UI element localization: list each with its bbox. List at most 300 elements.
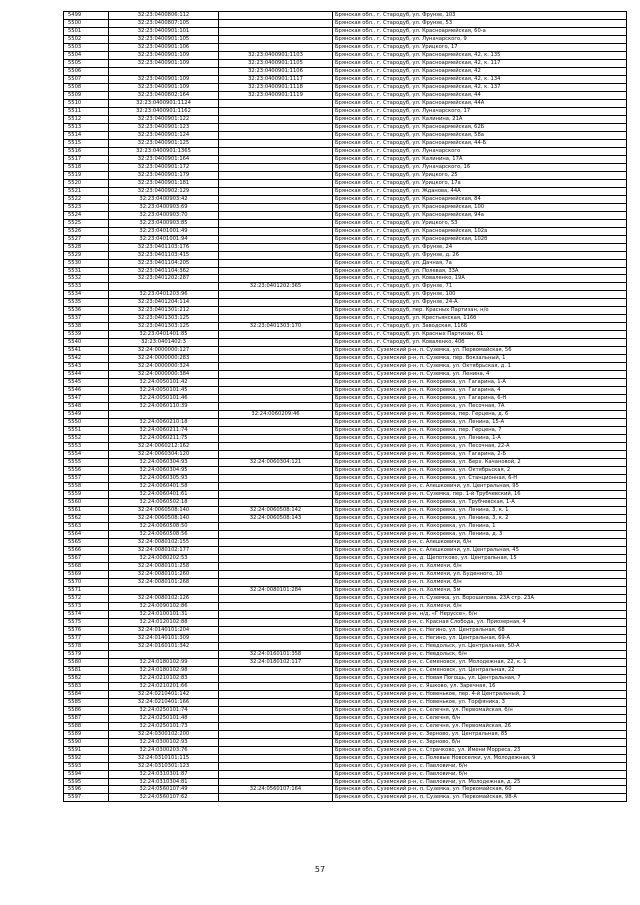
parent-cadastral-number-cell: 32:24:0180102:117 — [219, 658, 333, 666]
parent-cadastral-number-cell: 32:23:0401303:170 — [219, 323, 333, 331]
parent-cadastral-number-cell — [219, 762, 333, 770]
parent-cadastral-number-cell — [219, 195, 333, 203]
address-cell: Брянская обл., г. Стародуб, ул. Красноармейская, 42, к. 117 — [333, 59, 627, 67]
cadastral-number-cell: 32:24:0310101:115 — [109, 754, 219, 762]
address-cell: Брянская обл., Суземский р-н, п. Кокоревка, ул. Песочная, 22-А — [333, 443, 627, 451]
address-cell: Брянская обл., г. Стародуб, ул. Луначарского — [333, 147, 627, 155]
table-row — [64, 347, 627, 355]
parent-cadastral-number-cell — [219, 187, 333, 195]
row-number-cell: 5565 — [64, 538, 109, 546]
cadastral-number-cell: 32:24:0050101:46 — [109, 395, 219, 403]
address-cell: Брянская обл., Суземский р-н, п. Кокоревка, ул. Ленина, 3, к. 2 — [333, 515, 627, 523]
parent-cadastral-number-cell — [219, 347, 333, 355]
cadastral-number-cell: 32:24:0060401:58 — [109, 483, 219, 491]
table-row — [64, 682, 627, 690]
address-cell: Брянская обл., Суземский р-н, с. Зерново, ул. Центральная, 85 — [333, 730, 627, 738]
cadastral-number-cell: 32:23:0400901:109 — [109, 83, 219, 91]
parent-cadastral-number-cell — [219, 570, 333, 578]
cadastral-number-cell: 32:24:0080202:53 — [109, 554, 219, 562]
table-row — [64, 411, 627, 419]
table-row — [64, 83, 627, 91]
parent-cadastral-number-cell — [219, 147, 333, 155]
address-cell: Брянская обл., г. Стародуб, ул. Красноармейская, 42 — [333, 67, 627, 75]
table-row — [64, 147, 627, 155]
table-row — [64, 515, 627, 523]
address-cell: Брянская обл., Суземский р-н, п. Суземка, пер. 1-й Трубчевский, 16 — [333, 491, 627, 499]
cadastral-number-cell: 32:24:0210401:142 — [109, 690, 219, 698]
address-cell: Брянская обл., г. Стародуб, ул. Фрунзе, 100 — [333, 291, 627, 299]
address-cell: Брянская обл., г. Стародуб, ул. Коваленко, 40б — [333, 339, 627, 347]
parent-cadastral-number-cell — [219, 19, 333, 27]
cadastral-number-cell: 32:24:0080101:258 — [109, 562, 219, 570]
parent-cadastral-number-cell — [219, 546, 333, 554]
row-number-cell: 5570 — [64, 578, 109, 586]
address-cell: Брянская обл., г. Стародуб, ул. Красноармейская, 44-Б — [333, 139, 627, 147]
row-number-cell: 5566 — [64, 546, 109, 554]
cadastral-number-cell: 32:24:0060401:61 — [109, 491, 219, 499]
address-cell: Брянская обл., Суземский р-н, п. Холмечи, 5м — [333, 586, 627, 594]
row-number-cell: 5502 — [64, 35, 109, 43]
table-row — [64, 419, 627, 427]
row-number-cell: 5535 — [64, 299, 109, 307]
table-row — [64, 131, 627, 139]
cadastral-number-cell: 32:24:0310304:81 — [109, 778, 219, 786]
address-cell: Брянская обл., Суземский р-н, с. Семеновск, ул. Центральная, 22 — [333, 666, 627, 674]
parent-cadastral-number-cell — [219, 554, 333, 562]
row-number-cell: 5585 — [64, 698, 109, 706]
row-number-cell: 5539 — [64, 331, 109, 339]
cadastral-number-cell: 32:24:0050101:42 — [109, 379, 219, 387]
cadastral-number-cell: 32:24:0060508:56 — [109, 530, 219, 538]
cadastral-number-cell: 32:23:0401001:49 — [109, 227, 219, 235]
row-number-cell: 5512 — [64, 115, 109, 123]
table-row — [64, 642, 627, 650]
table-row — [64, 722, 627, 730]
address-cell: Брянская обл., Суземский р-н, п. Кокоревка, ул. Песочная, 7А — [333, 403, 627, 411]
row-number-cell: 5516 — [64, 147, 109, 155]
address-cell: Брянская обл., Суземский р-н, с. Павловичи, б/н — [333, 762, 627, 770]
parent-cadastral-number-cell: 32:23:0400901:1106 — [219, 67, 333, 75]
cadastral-number-cell: 32:23:0401203:96 — [109, 291, 219, 299]
table-row — [64, 786, 627, 794]
row-number-cell: 5547 — [64, 395, 109, 403]
address-cell: Брянская обл., г. Стародуб, ул. Фрунзе, д. 26 — [333, 251, 627, 259]
parent-cadastral-number-cell — [219, 562, 333, 570]
row-number-cell: 5514 — [64, 131, 109, 139]
cadastral-number-cell: 32:23:0400901:109 — [109, 51, 219, 59]
row-number-cell: 5561 — [64, 507, 109, 515]
row-number-cell: 5560 — [64, 499, 109, 507]
table-row — [64, 706, 627, 714]
address-cell: Брянская обл., Суземский р-н, с. Новенькое, ул. Торфяника, 3 — [333, 698, 627, 706]
row-number-cell: 5506 — [64, 67, 109, 75]
parent-cadastral-number-cell — [219, 123, 333, 131]
table-row — [64, 586, 627, 594]
row-number-cell: 5508 — [64, 83, 109, 91]
row-number-cell: 5527 — [64, 235, 109, 243]
address-cell: Брянская обл., Суземский р-н, п. Кокоревка, ул. Октябрьская, 2 — [333, 467, 627, 475]
cadastral-number-cell: 32:24:0060211:74 — [109, 427, 219, 435]
address-cell: Брянская обл., Суземский р-н, п. Холмечи, б/н — [333, 562, 627, 570]
address-cell: Брянская обл., г. Стародуб, ул. Красноармейская, 60-а — [333, 27, 627, 35]
row-number-cell: 5545 — [64, 379, 109, 387]
cadastral-table — [63, 11, 627, 802]
parent-cadastral-number-cell: 32:23:0400901:1118 — [219, 83, 333, 91]
address-cell: Брянская обл., Суземский р-н, с. Страчково, ул. Имени Морреса, 23 — [333, 746, 627, 754]
address-cell: Брянская обл., г. Стародуб, ул. Красноармейская, 94а — [333, 211, 627, 219]
table-row — [64, 459, 627, 467]
parent-cadastral-number-cell: 32:24:0060304:121 — [219, 459, 333, 467]
cadastral-number-cell: 32:24:0060502:18 — [109, 499, 219, 507]
address-cell: Брянская обл., г. Стародуб, ул. Красноармейская, 102б — [333, 235, 627, 243]
parent-cadastral-number-cell — [219, 203, 333, 211]
cadastral-number-cell: 32:23:0400901:1162 — [109, 107, 219, 115]
table-row — [64, 371, 627, 379]
table-row — [64, 115, 627, 123]
row-number-cell: 5594 — [64, 770, 109, 778]
cadastral-number-cell: 32:23:0400901:125 — [109, 139, 219, 147]
parent-cadastral-number-cell: 32:23:0400901:1117 — [219, 75, 333, 83]
cadastral-number-cell: 32:24:0250101:74 — [109, 706, 219, 714]
address-cell: Брянская обл., Суземский р-н, п. Кокоревка, ул. Верх. Качановой, 2 — [333, 459, 627, 467]
address-cell: Брянская обл., Суземский р-н, п. Кокоревка, ул. Ленина, д. 3 — [333, 530, 627, 538]
parent-cadastral-number-cell — [219, 379, 333, 387]
table-row — [64, 211, 627, 219]
parent-cadastral-number-cell — [219, 371, 333, 379]
row-number-cell: 5571 — [64, 586, 109, 594]
address-cell: Брянская обл., Суземский р-н, п. Кокоревка, ул. Ленина, 15-А — [333, 419, 627, 427]
table-row — [64, 203, 627, 211]
row-number-cell: 5500 — [64, 19, 109, 27]
row-number-cell: 5499 — [64, 12, 109, 20]
cadastral-number-cell: 32:23:0400802:164 — [109, 91, 219, 99]
cadastral-number-cell: 32:24:0180102:99 — [109, 658, 219, 666]
cadastral-number-cell: 32:24:0210102:83 — [109, 674, 219, 682]
address-cell: Брянская обл., г. Стародуб, ул. Красноармейская, 84 — [333, 195, 627, 203]
table-row — [64, 538, 627, 546]
table-row — [64, 307, 627, 315]
address-cell: Брянская обл., Суземский р-н, п. Кокоревка, ул. Гагарина, 2-Б — [333, 451, 627, 459]
parent-cadastral-number-cell — [219, 626, 333, 634]
table-row — [64, 67, 627, 75]
row-number-cell: 5568 — [64, 562, 109, 570]
table-row — [64, 427, 627, 435]
row-number-cell: 5557 — [64, 475, 109, 483]
table-row — [64, 243, 627, 251]
table-row — [64, 275, 627, 283]
table-row — [64, 187, 627, 195]
row-number-cell: 5520 — [64, 179, 109, 187]
cadastral-number-cell: 32:23:0400901:109 — [109, 75, 219, 83]
row-number-cell: 5510 — [64, 99, 109, 107]
parent-cadastral-number-cell — [219, 706, 333, 714]
row-number-cell: 5556 — [64, 467, 109, 475]
row-number-cell: 5559 — [64, 491, 109, 499]
cadastral-number-cell: 32:23:0400807:105 — [109, 19, 219, 27]
cadastral-number-cell: 32:24:0060110:39 — [109, 403, 219, 411]
parent-cadastral-number-cell — [219, 427, 333, 435]
address-cell: Брянская обл., Суземский р-н, с. Алешковичи, ул. Центральная, 95 — [333, 483, 627, 491]
table-row — [64, 155, 627, 163]
address-cell: Брянская обл., г. Стародуб, ул. Заводская, 116Б — [333, 323, 627, 331]
table-row — [64, 35, 627, 43]
table-row — [64, 51, 627, 59]
parent-cadastral-number-cell — [219, 35, 333, 43]
table-row — [64, 451, 627, 459]
parent-cadastral-number-cell — [219, 171, 333, 179]
row-number-cell: 5552 — [64, 435, 109, 443]
table-row — [64, 618, 627, 626]
cadastral-number-cell: 32:24:0120102:88 — [109, 618, 219, 626]
address-cell: Брянская обл., г. Стародуб, ул. Красноармейская, 44 — [333, 91, 627, 99]
address-cell: Брянская обл., Суземский р-н, п. Кокоревка, ул. Гагарина, 1-А — [333, 379, 627, 387]
row-number-cell: 5528 — [64, 243, 109, 251]
cadastral-number-cell: 32:23:0400901:122 — [109, 115, 219, 123]
cadastral-number-cell: 32:23:0400901:1365 — [109, 147, 219, 155]
cadastral-number-cell: 32:24:0000000:324 — [109, 363, 219, 371]
address-cell: Брянская обл., Суземский р-н, п. Кокоревка, пер. Герцена, д. 6 — [333, 411, 627, 419]
cadastral-number-cell — [109, 67, 219, 75]
cadastral-number-cell: 32:23:0400901:123 — [109, 123, 219, 131]
cadastral-number-cell: 32:24:0300102:93 — [109, 738, 219, 746]
table-row — [64, 91, 627, 99]
parent-cadastral-number-cell — [219, 403, 333, 411]
cadastral-number-cell: 32:24:0160101:342 — [109, 642, 219, 650]
row-number-cell: 5548 — [64, 403, 109, 411]
row-number-cell: 5519 — [64, 171, 109, 179]
table-row — [64, 387, 627, 395]
address-cell: Брянская обл., Суземский р-н, п. Кокоревка, ул. Гагарина, 6-Н — [333, 395, 627, 403]
parent-cadastral-number-cell: 32:24:0060508:142 — [219, 507, 333, 515]
parent-cadastral-number-cell — [219, 594, 333, 602]
address-cell: Брянская обл., г. Стародуб, ул. Красных Партизан, 61 — [333, 331, 627, 339]
cadastral-number-cell: 32:24:0080101:268 — [109, 578, 219, 586]
cadastral-number-cell: 32:23:0400901:101 — [109, 27, 219, 35]
address-cell: Брянская обл., Суземский р-н, с. Невдольск, б/н — [333, 650, 627, 658]
parent-cadastral-number-cell — [219, 395, 333, 403]
row-number-cell: 5532 — [64, 275, 109, 283]
parent-cadastral-number-cell — [219, 419, 333, 427]
cadastral-number-cell: 32:23:0401402:3 — [109, 339, 219, 347]
table-row — [64, 658, 627, 666]
parent-cadastral-number-cell — [219, 690, 333, 698]
parent-cadastral-number-cell — [219, 794, 333, 802]
parent-cadastral-number-cell — [219, 770, 333, 778]
table-row — [64, 650, 627, 658]
parent-cadastral-number-cell — [219, 251, 333, 259]
address-cell: Брянская обл., Суземский р-н, с. Селечня, ул. Первомайская, 26 — [333, 722, 627, 730]
address-cell: Брянская обл., Суземский р-н, с. Негино, ул. Центральная, 69-А — [333, 634, 627, 642]
address-cell: Брянская обл., г. Стародуб, ул. Урицкого, 25 — [333, 171, 627, 179]
cadastral-number-cell: 32:24:0250101:73 — [109, 722, 219, 730]
parent-cadastral-number-cell — [219, 475, 333, 483]
parent-cadastral-number-cell — [219, 219, 333, 227]
address-cell: Брянская обл., г. Стародуб, ул. Жданова, 44А — [333, 187, 627, 195]
parent-cadastral-number-cell — [219, 754, 333, 762]
parent-cadastral-number-cell — [219, 491, 333, 499]
parent-cadastral-number-cell: 32:24:0560107:164 — [219, 786, 333, 794]
cadastral-number-cell: 32:23:0400903:85 — [109, 219, 219, 227]
address-cell: Брянская обл., Суземский р-н, с. Алешковичи, ул. Центральная, 45 — [333, 546, 627, 554]
row-number-cell: 5553 — [64, 443, 109, 451]
cadastral-number-cell: 32:24:0250101:48 — [109, 714, 219, 722]
table-row — [64, 43, 627, 51]
cadastral-number-cell: 32:24:0050101:45 — [109, 387, 219, 395]
cadastral-number-cell: 32:23:0400901:109 — [109, 59, 219, 67]
parent-cadastral-number-cell — [219, 467, 333, 475]
row-number-cell: 5525 — [64, 219, 109, 227]
table-row — [64, 690, 627, 698]
row-number-cell: 5518 — [64, 163, 109, 171]
table-row — [64, 259, 627, 267]
cadastral-number-cell: 32:23:0400901:172 — [109, 163, 219, 171]
cadastral-number-cell: 32:24:0310301:87 — [109, 770, 219, 778]
cadastral-number-cell: 32:24:0140101:309 — [109, 634, 219, 642]
parent-cadastral-number-cell — [219, 235, 333, 243]
cadastral-number-cell: 32:24:0300203:76 — [109, 746, 219, 754]
table-row — [64, 195, 627, 203]
parent-cadastral-number-cell — [219, 387, 333, 395]
parent-cadastral-number-cell — [219, 299, 333, 307]
cadastral-number-cell: 32:24:0000000:384 — [109, 371, 219, 379]
row-number-cell: 5587 — [64, 714, 109, 722]
table-row — [64, 491, 627, 499]
table-row — [64, 546, 627, 554]
row-number-cell: 5529 — [64, 251, 109, 259]
row-number-cell: 5544 — [64, 371, 109, 379]
row-number-cell: 5531 — [64, 267, 109, 275]
table-row — [64, 12, 627, 20]
parent-cadastral-number-cell — [219, 339, 333, 347]
cadastral-number-cell — [109, 411, 219, 419]
row-number-cell: 5501 — [64, 27, 109, 35]
parent-cadastral-number-cell — [219, 674, 333, 682]
cadastral-number-cell: 32:24:0060212:162 — [109, 443, 219, 451]
row-number-cell: 5578 — [64, 642, 109, 650]
cadastral-number-cell: 32:24:0080102:155 — [109, 538, 219, 546]
address-cell: Брянская обл., Суземский р-н, п. Суземка, ул. Ворошилова, 23А стр. 23А — [333, 594, 627, 602]
address-cell: Брянская обл., г. Стародуб, ул. Калинина, 17А — [333, 155, 627, 163]
row-number-cell: 5536 — [64, 307, 109, 315]
parent-cadastral-number-cell — [219, 227, 333, 235]
parent-cadastral-number-cell: 32:24:0060209:46 — [219, 411, 333, 419]
row-number-cell: 5542 — [64, 355, 109, 363]
cadastral-number-cell: 32:24:0060508:140 — [109, 507, 219, 515]
row-number-cell: 5546 — [64, 387, 109, 395]
table-row — [64, 59, 627, 67]
row-number-cell: 5562 — [64, 515, 109, 523]
address-cell: Брянская обл., Суземский р-н, п. Суземка, ул. Первомайская, 56 — [333, 347, 627, 355]
cadastral-number-cell: 32:23:0401103:176 — [109, 243, 219, 251]
row-number-cell: 5595 — [64, 778, 109, 786]
table-row — [64, 99, 627, 107]
table-row — [64, 507, 627, 515]
table-row — [64, 794, 627, 802]
table-row — [64, 75, 627, 83]
cadastral-number-cell — [109, 586, 219, 594]
parent-cadastral-number-cell — [219, 714, 333, 722]
cadastral-number-cell: 32:24:0100101:31 — [109, 610, 219, 618]
address-cell: Брянская обл., Суземский р-н, с. Селечня, ул. Первомайская, б/н — [333, 706, 627, 714]
cadastral-number-cell: 32:23:0400903:70 — [109, 211, 219, 219]
cadastral-number-cell: 32:24:0090102:86 — [109, 602, 219, 610]
row-number-cell: 5569 — [64, 570, 109, 578]
address-cell: Брянская обл., г. Стародуб, ул. Красноармейская, 62Б — [333, 123, 627, 131]
row-number-cell: 5581 — [64, 666, 109, 674]
cadastral-number-cell: 32:24:0060305:93 — [109, 475, 219, 483]
table-row — [64, 634, 627, 642]
table-row — [64, 315, 627, 323]
address-cell: Брянская обл., Суземский р-н, н/д, «Г Неруссе», б/н — [333, 610, 627, 618]
table-row — [64, 626, 627, 634]
parent-cadastral-number-cell — [219, 99, 333, 107]
address-cell: Брянская обл., г. Стародуб, ул. Урицкого, 17а — [333, 179, 627, 187]
table-row — [64, 770, 627, 778]
address-cell: Брянская обл., г. Стародуб, пер. Красных Партизан, н/о — [333, 307, 627, 315]
parent-cadastral-number-cell — [219, 275, 333, 283]
row-number-cell: 5582 — [64, 674, 109, 682]
table-row — [64, 443, 627, 451]
table-row — [64, 355, 627, 363]
row-number-cell: 5592 — [64, 754, 109, 762]
address-cell: Брянская обл., г. Стародуб, ул. Луначарского, 9 — [333, 35, 627, 43]
row-number-cell: 5584 — [64, 690, 109, 698]
table-row — [64, 738, 627, 746]
parent-cadastral-number-cell — [219, 131, 333, 139]
parent-cadastral-number-cell — [219, 578, 333, 586]
table-row — [64, 283, 627, 291]
table-row — [64, 251, 627, 259]
parent-cadastral-number-cell — [219, 499, 333, 507]
address-cell: Брянская обл., Суземский р-н, с. Алешковичи, б/н — [333, 538, 627, 546]
cadastral-number-cell: 32:23:0400903:42 — [109, 195, 219, 203]
row-number-cell: 5574 — [64, 610, 109, 618]
row-number-cell: 5577 — [64, 634, 109, 642]
row-number-cell: 5538 — [64, 323, 109, 331]
parent-cadastral-number-cell — [219, 115, 333, 123]
parent-cadastral-number-cell — [219, 738, 333, 746]
cadastral-number-cell: 32:24:0560107:49 — [109, 786, 219, 794]
parent-cadastral-number-cell — [219, 730, 333, 738]
table-row — [64, 523, 627, 531]
parent-cadastral-number-cell — [219, 163, 333, 171]
parent-cadastral-number-cell — [219, 259, 333, 267]
row-number-cell: 5533 — [64, 283, 109, 291]
row-number-cell: 5543 — [64, 363, 109, 371]
row-number-cell: 5554 — [64, 451, 109, 459]
address-cell: Брянская обл., Суземский р-н, п. Холмечи, б/н — [333, 602, 627, 610]
table-row — [64, 499, 627, 507]
parent-cadastral-number-cell — [219, 27, 333, 35]
table-row — [64, 530, 627, 538]
row-number-cell: 5591 — [64, 746, 109, 754]
table-row — [64, 730, 627, 738]
parent-cadastral-number-cell — [219, 291, 333, 299]
parent-cadastral-number-cell: 32:23:0401202:365 — [219, 283, 333, 291]
parent-cadastral-number-cell — [219, 315, 333, 323]
address-cell: Брянская обл., Суземский р-н, п. Холмечи, б/н — [333, 578, 627, 586]
row-number-cell: 5507 — [64, 75, 109, 83]
address-cell: Брянская обл., г. Стародуб, ул. Фрунзе, 24 — [333, 243, 627, 251]
address-cell: Брянская обл., г. Стародуб, ул. Луначарского, 17 — [333, 107, 627, 115]
parent-cadastral-number-cell — [219, 435, 333, 443]
table-row — [64, 403, 627, 411]
parent-cadastral-number-cell — [219, 483, 333, 491]
address-cell: Брянская обл., Суземский р-н, п. Кокоревка, ул. Станционная, 6-Н — [333, 475, 627, 483]
row-number-cell: 5540 — [64, 339, 109, 347]
address-cell: Брянская обл., г. Стародуб, ул. Фрунзе, 24-А — [333, 299, 627, 307]
parent-cadastral-number-cell — [219, 602, 333, 610]
